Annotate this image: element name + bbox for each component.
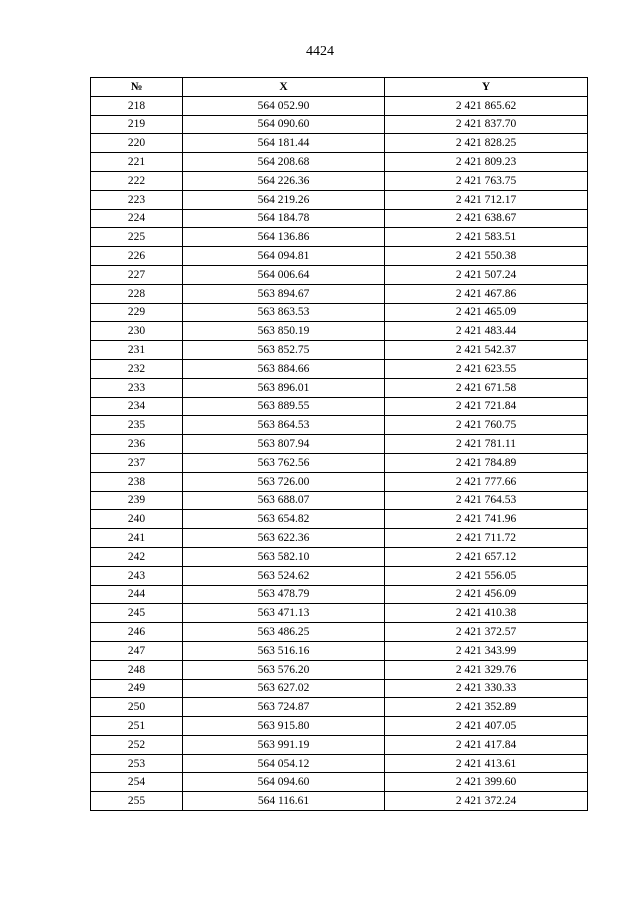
cell-y: 2 421 507.24 bbox=[385, 265, 588, 284]
table-row bbox=[91, 96, 588, 115]
cell-y: 2 421 865.62 bbox=[385, 96, 588, 115]
cell-y: 2 421 764.53 bbox=[385, 491, 588, 510]
cell-x: 564 181.44 bbox=[183, 134, 385, 153]
table-row bbox=[91, 547, 588, 566]
cell-number: 237 bbox=[91, 453, 183, 472]
cell-y: 2 421 671.58 bbox=[385, 378, 588, 397]
cell-y: 2 421 465.09 bbox=[385, 303, 588, 322]
cell-y: 2 421 483.44 bbox=[385, 322, 588, 341]
cell-x: 563 864.53 bbox=[183, 416, 385, 435]
header-number: № bbox=[91, 78, 183, 97]
cell-number: 219 bbox=[91, 115, 183, 134]
cell-y: 2 421 721.84 bbox=[385, 397, 588, 416]
cell-x: 563 896.01 bbox=[183, 378, 385, 397]
cell-y: 2 421 828.25 bbox=[385, 134, 588, 153]
table-row bbox=[91, 247, 588, 266]
cell-y: 2 421 777.66 bbox=[385, 472, 588, 491]
cell-x: 563 807.94 bbox=[183, 435, 385, 454]
coordinates-table bbox=[90, 77, 588, 811]
cell-x: 564 094.60 bbox=[183, 773, 385, 792]
cell-number: 254 bbox=[91, 773, 183, 792]
cell-number: 252 bbox=[91, 735, 183, 754]
header-x: X bbox=[183, 78, 385, 97]
cell-y: 2 421 809.23 bbox=[385, 153, 588, 172]
cell-number: 234 bbox=[91, 397, 183, 416]
cell-y: 2 421 410.38 bbox=[385, 604, 588, 623]
table-row bbox=[91, 265, 588, 284]
cell-x: 564 219.26 bbox=[183, 190, 385, 209]
cell-y: 2 421 352.89 bbox=[385, 698, 588, 717]
cell-y: 2 421 623.55 bbox=[385, 359, 588, 378]
cell-x: 564 054.12 bbox=[183, 754, 385, 773]
table-row bbox=[91, 698, 588, 717]
cell-number: 218 bbox=[91, 96, 183, 115]
cell-number: 220 bbox=[91, 134, 183, 153]
cell-number: 222 bbox=[91, 171, 183, 190]
cell-y: 2 421 413.61 bbox=[385, 754, 588, 773]
cell-x: 563 582.10 bbox=[183, 547, 385, 566]
cell-x: 564 226.36 bbox=[183, 171, 385, 190]
page-number: 4424 bbox=[306, 44, 334, 59]
cell-x: 563 654.82 bbox=[183, 510, 385, 529]
table-row bbox=[91, 228, 588, 247]
table-row bbox=[91, 190, 588, 209]
cell-y: 2 421 542.37 bbox=[385, 341, 588, 360]
cell-x: 564 184.78 bbox=[183, 209, 385, 228]
cell-y: 2 421 329.76 bbox=[385, 660, 588, 679]
table-row bbox=[91, 472, 588, 491]
cell-x: 564 052.90 bbox=[183, 96, 385, 115]
cell-number: 227 bbox=[91, 265, 183, 284]
table-row bbox=[91, 359, 588, 378]
cell-number: 228 bbox=[91, 284, 183, 303]
table-row bbox=[91, 717, 588, 736]
table-row bbox=[91, 566, 588, 585]
cell-y: 2 421 781.11 bbox=[385, 435, 588, 454]
table-row bbox=[91, 641, 588, 660]
cell-x: 563 622.36 bbox=[183, 529, 385, 548]
cell-number: 241 bbox=[91, 529, 183, 548]
table-row bbox=[91, 792, 588, 811]
cell-number: 242 bbox=[91, 547, 183, 566]
table-row bbox=[91, 284, 588, 303]
cell-y: 2 421 837.70 bbox=[385, 115, 588, 134]
cell-x: 563 471.13 bbox=[183, 604, 385, 623]
cell-number: 249 bbox=[91, 679, 183, 698]
cell-x: 563 688.07 bbox=[183, 491, 385, 510]
cell-x: 563 486.25 bbox=[183, 623, 385, 642]
header-y: Y bbox=[385, 78, 588, 97]
cell-y: 2 421 638.67 bbox=[385, 209, 588, 228]
cell-number: 236 bbox=[91, 435, 183, 454]
cell-y: 2 421 556.05 bbox=[385, 566, 588, 585]
cell-x: 563 627.02 bbox=[183, 679, 385, 698]
cell-number: 246 bbox=[91, 623, 183, 642]
cell-x: 564 208.68 bbox=[183, 153, 385, 172]
table-row bbox=[91, 453, 588, 472]
cell-number: 223 bbox=[91, 190, 183, 209]
cell-x: 563 863.53 bbox=[183, 303, 385, 322]
cell-y: 2 421 372.24 bbox=[385, 792, 588, 811]
cell-number: 250 bbox=[91, 698, 183, 717]
cell-x: 563 852.75 bbox=[183, 341, 385, 360]
cell-x: 563 516.16 bbox=[183, 641, 385, 660]
table-row bbox=[91, 660, 588, 679]
cell-number: 239 bbox=[91, 491, 183, 510]
table-row bbox=[91, 341, 588, 360]
cell-y: 2 421 399.60 bbox=[385, 773, 588, 792]
cell-y: 2 421 711.72 bbox=[385, 529, 588, 548]
cell-number: 255 bbox=[91, 792, 183, 811]
cell-number: 221 bbox=[91, 153, 183, 172]
table-row bbox=[91, 435, 588, 454]
cell-number: 235 bbox=[91, 416, 183, 435]
cell-y: 2 421 583.51 bbox=[385, 228, 588, 247]
cell-x: 564 136.86 bbox=[183, 228, 385, 247]
table-body bbox=[91, 96, 588, 810]
cell-y: 2 421 784.89 bbox=[385, 453, 588, 472]
cell-number: 226 bbox=[91, 247, 183, 266]
table-row bbox=[91, 510, 588, 529]
table-row bbox=[91, 153, 588, 172]
cell-y: 2 421 760.75 bbox=[385, 416, 588, 435]
cell-number: 224 bbox=[91, 209, 183, 228]
cell-y: 2 421 550.38 bbox=[385, 247, 588, 266]
cell-y: 2 421 456.09 bbox=[385, 585, 588, 604]
table-row bbox=[91, 378, 588, 397]
cell-y: 2 421 741.96 bbox=[385, 510, 588, 529]
cell-number: 230 bbox=[91, 322, 183, 341]
table-row bbox=[91, 171, 588, 190]
table-row bbox=[91, 397, 588, 416]
table-row bbox=[91, 754, 588, 773]
cell-y: 2 421 372.57 bbox=[385, 623, 588, 642]
table-row bbox=[91, 209, 588, 228]
table-row bbox=[91, 735, 588, 754]
cell-y: 2 421 763.75 bbox=[385, 171, 588, 190]
cell-y: 2 421 467.86 bbox=[385, 284, 588, 303]
table-row bbox=[91, 134, 588, 153]
table-row bbox=[91, 604, 588, 623]
cell-y: 2 421 417.84 bbox=[385, 735, 588, 754]
cell-number: 244 bbox=[91, 585, 183, 604]
cell-y: 2 421 657.12 bbox=[385, 547, 588, 566]
cell-number: 238 bbox=[91, 472, 183, 491]
cell-number: 225 bbox=[91, 228, 183, 247]
cell-x: 563 894.67 bbox=[183, 284, 385, 303]
cell-x: 563 724.87 bbox=[183, 698, 385, 717]
cell-x: 564 094.81 bbox=[183, 247, 385, 266]
cell-x: 563 850.19 bbox=[183, 322, 385, 341]
cell-x: 563 576.20 bbox=[183, 660, 385, 679]
cell-number: 247 bbox=[91, 641, 183, 660]
cell-number: 245 bbox=[91, 604, 183, 623]
cell-x: 563 991.19 bbox=[183, 735, 385, 754]
table-row bbox=[91, 529, 588, 548]
cell-y: 2 421 330.33 bbox=[385, 679, 588, 698]
table-row bbox=[91, 679, 588, 698]
table-row bbox=[91, 585, 588, 604]
cell-number: 251 bbox=[91, 717, 183, 736]
table-row bbox=[91, 115, 588, 134]
cell-y: 2 421 407.05 bbox=[385, 717, 588, 736]
table-row bbox=[91, 623, 588, 642]
cell-number: 253 bbox=[91, 754, 183, 773]
cell-number: 231 bbox=[91, 341, 183, 360]
cell-number: 229 bbox=[91, 303, 183, 322]
cell-y: 2 421 343.99 bbox=[385, 641, 588, 660]
cell-number: 233 bbox=[91, 378, 183, 397]
cell-number: 240 bbox=[91, 510, 183, 529]
table-row bbox=[91, 491, 588, 510]
cell-x: 564 006.64 bbox=[183, 265, 385, 284]
cell-x: 563 762.56 bbox=[183, 453, 385, 472]
cell-x: 563 889.55 bbox=[183, 397, 385, 416]
table-row bbox=[91, 303, 588, 322]
cell-x: 563 884.66 bbox=[183, 359, 385, 378]
table-row bbox=[91, 322, 588, 341]
cell-x: 563 478.79 bbox=[183, 585, 385, 604]
cell-x: 563 915.80 bbox=[183, 717, 385, 736]
cell-y: 2 421 712.17 bbox=[385, 190, 588, 209]
cell-number: 248 bbox=[91, 660, 183, 679]
cell-x: 563 524.62 bbox=[183, 566, 385, 585]
cell-number: 232 bbox=[91, 359, 183, 378]
table-row bbox=[91, 416, 588, 435]
cell-number: 243 bbox=[91, 566, 183, 585]
table-row bbox=[91, 773, 588, 792]
cell-x: 564 090.60 bbox=[183, 115, 385, 134]
table-header-row bbox=[91, 78, 588, 97]
cell-x: 564 116.61 bbox=[183, 792, 385, 811]
cell-x: 563 726.00 bbox=[183, 472, 385, 491]
